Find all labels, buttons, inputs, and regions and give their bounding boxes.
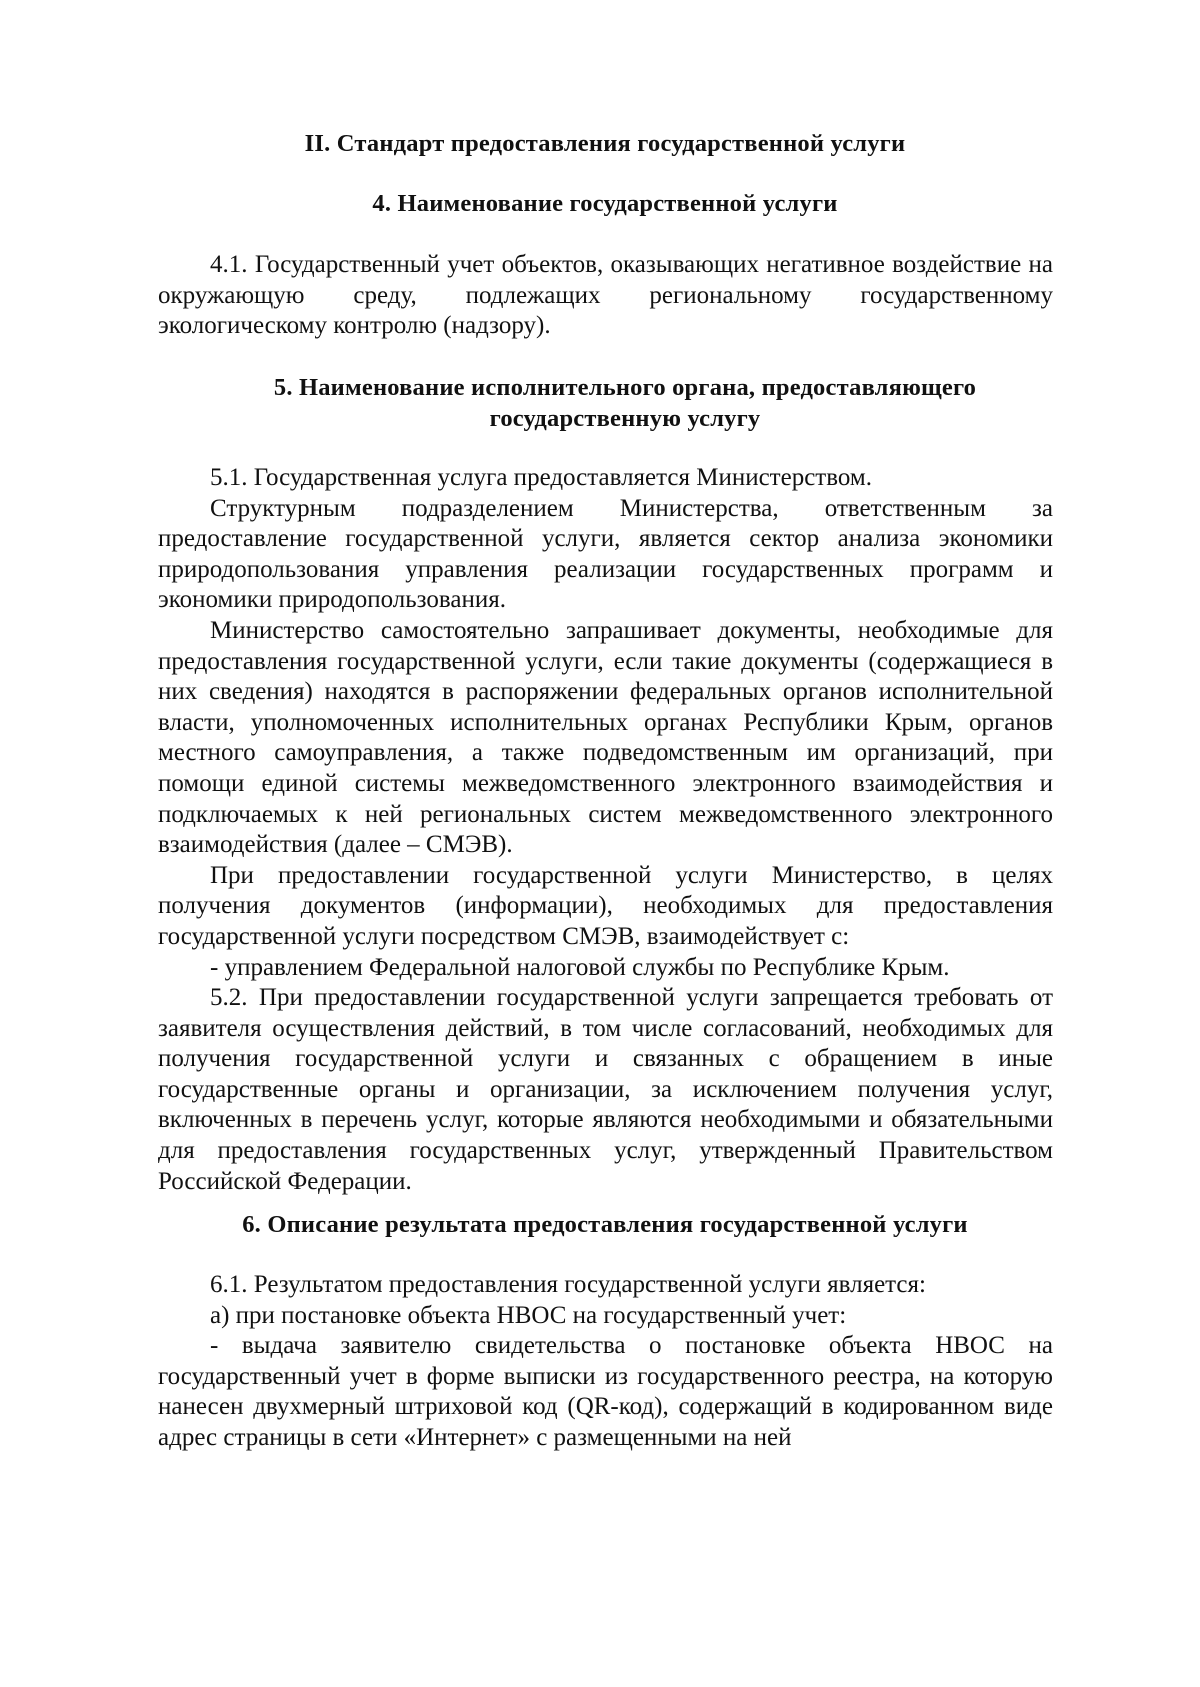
section-6-body xyxy=(158,1270,1053,1454)
paragraph-6-1: 6.1. Результатом предоставления государственной услуги является: xyxy=(210,1271,926,1298)
section-2-heading: II. Стандарт предоставления государственной услуги xyxy=(304,130,906,157)
section-5-body xyxy=(158,463,1053,1197)
section-4-body xyxy=(158,250,1053,342)
section-6-heading: 6. Описание результата предоставления государственной услуги xyxy=(242,1211,968,1238)
paragraph-5-1-structural: Структурным подразделением Министерства, ответственным за предоставление государственной услуги, является сектор анализа экономики природопользования управления реализации государственных программ и экономики природопользования. xyxy=(158,494,1053,614)
section-4-heading: 4. Наименование государственной услуги xyxy=(372,190,838,217)
section-5-heading: 5. Наименование исполнительного органа, предоставляющего государственную услугу xyxy=(273,374,977,432)
paragraph-6-1-issue: - выдача заявителю свидетельства о постановке объекта НВОС на государственный учет в форме выписки из государственного реестра, на которую нанесен двухмерный штриховой код (QR-код), содержащий в кодированном виде адрес страницы в сети «Интернет» с размещенными на ней xyxy=(158,1332,1053,1451)
paragraph-4-1: 4.1. Государственный учет объектов, оказывающих негативное воздействие на окружающую среду, подлежащих региональному государственному экологическому контролю (надзору). xyxy=(158,251,1053,340)
paragraph-5-2: 5.2. При предоставлении государственной услуги запрещается требовать от заявителя осуществления действий, в том числе согласований, необходимых для получения государственной услуги и связанных с обращением в иные государственные органы и организации, за исключением получения услуг, включенных в перечень услуг, которые являются необходимыми и обязательными для предоставления государственных услуг, утвержденный Правительством Российской Федерации. xyxy=(158,984,1053,1195)
paragraph-6-1-a: а) при постановке объекта НВОС на государственный учет: xyxy=(210,1301,847,1329)
paragraph-5-1-fns: - управлением Федеральной налоговой службы по Республике Крым. xyxy=(210,953,950,981)
paragraph-5-1-requests: Министерство самостоятельно запрашивает документы, необходимые для предоставления государственной услуги, если такие документы (содержащиеся в них сведения) находятся в распоряжении федеральных органов исполнительной власти, уполномоченных исполнительных органах Республики Крым, органов местного самоуправления, а также подведомственным им организаций, при помощи единой системы межведомственного электронного взаимодействия и подключаемых к ней региональных систем межведомственного электронного взаимодействия (далее – СМЭВ). xyxy=(158,616,1053,859)
paragraph-5-1: 5.1. Государственная услуга предоставляется Министерством. xyxy=(210,464,872,491)
paragraph-5-1-smev: При предоставлении государственной услуги Министерство, в целях получения документов (информации), необходимых для предоставления государственной услуги посредством СМЭВ, взаимодействует с: xyxy=(158,861,1053,950)
